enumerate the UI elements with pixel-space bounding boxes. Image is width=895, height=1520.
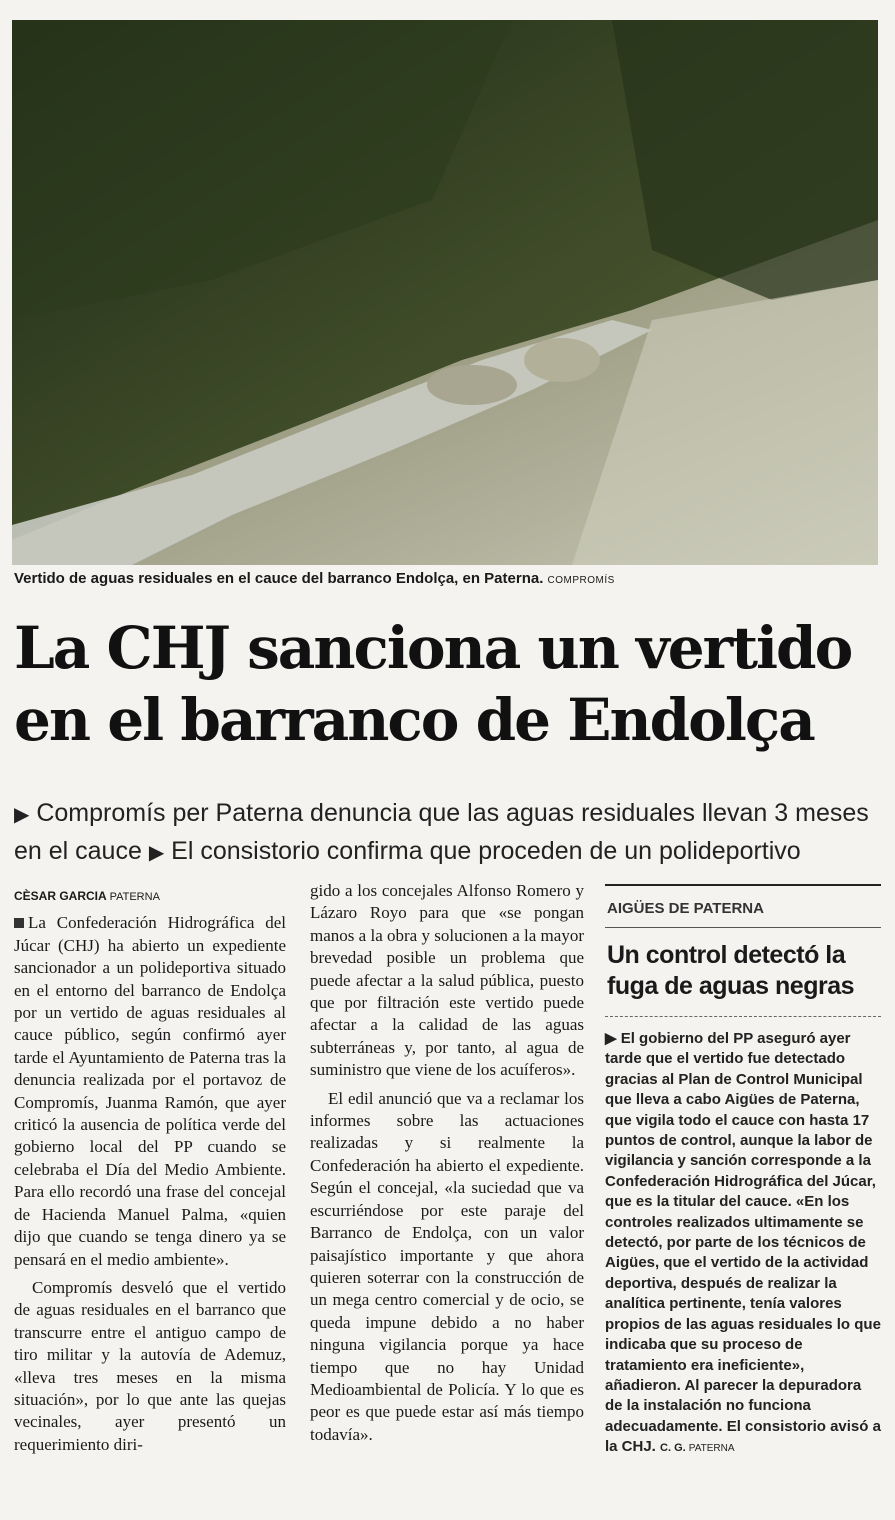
sidebar-body	[605, 1017, 881, 1460]
paragraph: Compromís desveló que el vertido de aguas residuales en el barranco que transcurre entre el antiguo campo de tiro militar y la autovía de Ademuz, «lleva tres meses en la misma situación», por lo que ante las quejas vecinales, ayer presentó un requerimiento diri-	[14, 1277, 286, 1454]
subhead-part-1: Compromís per Paterna denuncia que las aguas residuales llevan 3 meses en el cauce	[14, 799, 869, 865]
article-column-1	[14, 885, 286, 1456]
triangle-bullet-icon: ▶	[148, 842, 165, 864]
photo-credit: COMPROMÍS	[547, 575, 615, 586]
triangle-bullet-icon: ▶	[14, 804, 30, 826]
paragraph	[14, 912, 286, 1271]
square-bullet-icon	[14, 918, 24, 928]
signature-initials: C. G.	[660, 1442, 686, 1455]
sidebar-title: Un control detectó la fuga de aguas negras	[605, 928, 881, 1017]
subheadline	[14, 795, 884, 871]
headline-line-1: La CHJ sanciona un vertido	[14, 614, 852, 682]
byline	[14, 885, 286, 908]
paragraph-text: La Confederación Hidrográfica del Júcar (CHJ) ha abierto un expediente sancionador a un polideportiva situado en el entorno del barranco de Endolça por un vertido de aguas residuales al cauce público, según confirmó ayer tarde el Ayuntamiento de Paterna tras la denuncia realizada por el portavoz de Compromís, Juanma Ramón, que ayer criticó la ausencia de política verde del gobierno local del PP cuando se celebraba el Día del Medio Ambiente. Para ello recordó una frase del concejal de Hacienda Manuel Palma, «quien dijo que cuando se tenga dinero ya se pensará en el medio ambiente».	[14, 913, 286, 1269]
sidebar-text: El gobierno del PP aseguró ayer tarde que el vertido fue detectado gracias al Plan de Control Municipal que lleva a cabo Aigües de Paterna, que vigila todo el cauce con hasta 17 puntos de control, aunque la labor de vigilancia y sanción corresponde a la Confederación Hidrográfica del Júcar, que es la titular del cauce. «En los controles realizados ultimamente se detectó, por parte de los técnicos de Aigües, que el vertido de la actividad deportiva, después de realizar la analítica pertinente, tenía valores propios de las aguas residuales lo que indicaba que su proceso de tratamiento era ineficiente», añadieron. Al parecer la depuradora de la instalación no funciona adecuadamente. El consistorio avisó a la CHJ.	[605, 1030, 881, 1456]
paragraph: El edil anunció que va a reclamar los informes sobre las actuaciones realizadas y si realmente la Confederación ha abierto el expediente. Según el concejal, «la suciedad que va escurriéndose por este paraje del Barranco de Endolça, con un valor paisajístico importante y que ahora quieren soterrar con la construcción de un mega centro comercial y de ocio, se queda impune debido a no haber ninguna vigilancia porque ya hace tiempo que no hay Unidad Medioambiental de Policía. Y lo que es peor es que puede estar así más tiempo todavía».	[310, 1088, 584, 1444]
news-photo	[12, 20, 878, 565]
triangle-bullet-icon: ▶	[605, 1030, 617, 1047]
sidebar-box	[605, 884, 881, 1504]
article-column-2	[310, 880, 584, 1446]
caption-text: Vertido de aguas residuales en el cauce del barranco Endolça, en Paterna.	[14, 570, 544, 587]
photo-caption	[14, 570, 880, 587]
paragraph: gido a los concejales Alfonso Romero y Lázaro Royo para que «se pongan manos a la obra y solucionen a la mayor brevedad posible un problema que puede afectar a la salud pública, puesto que por filtración este vertido puede afectar a la calidad de las aguas subterráneas y, por tanto, al agua de suministro que viene de los acuíferos».	[310, 881, 584, 1080]
headline-line-2: en el barranco de Endolça	[14, 686, 814, 754]
riverbed-illustration	[12, 20, 878, 565]
rock	[427, 365, 517, 405]
headline	[14, 612, 884, 756]
signature-location: PATERNA	[688, 1443, 735, 1455]
byline-location: PATERNA	[109, 891, 160, 903]
sidebar-section-label: AIGÜES DE PATERNA	[605, 886, 881, 928]
author-name: CÈSAR GARCIA	[14, 889, 107, 903]
rock	[524, 338, 600, 382]
subhead-part-2: El consistorio confirma que proceden de un polideportivo	[171, 837, 801, 865]
sidebar-signature	[660, 1442, 734, 1454]
